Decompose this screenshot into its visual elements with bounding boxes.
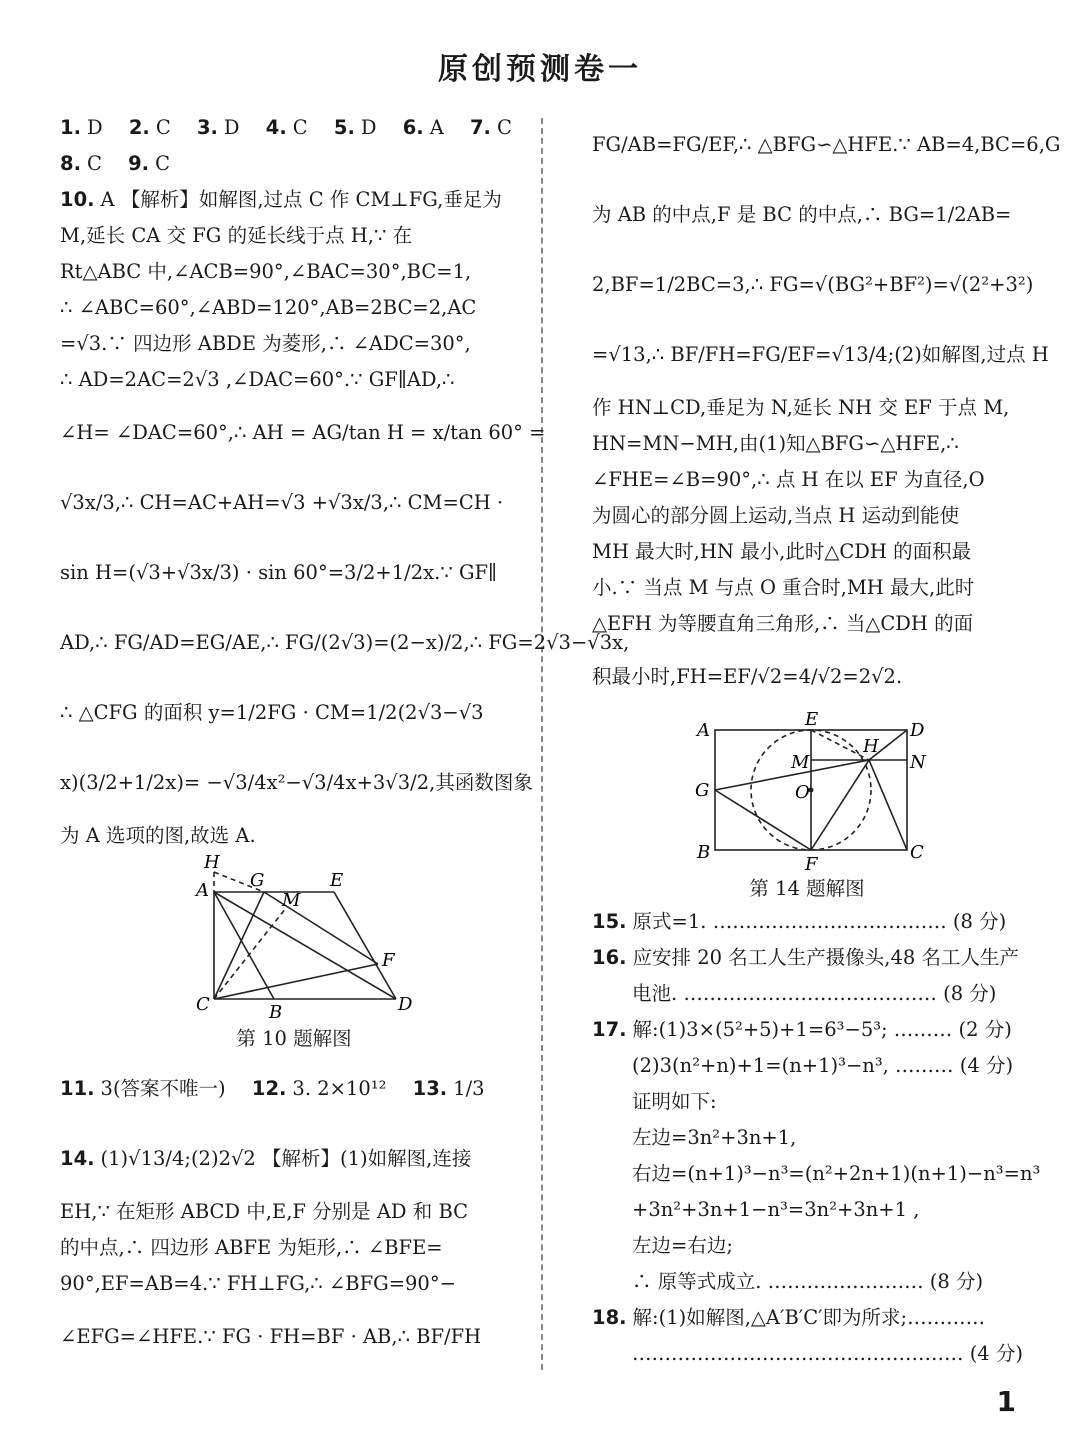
answer-line [592,1264,1022,1300]
q10-line: M,延长 CA 交 FG 的延长线于点 H,∵ 在 [60,224,413,247]
q14-label: C [910,842,924,863]
fill-ans: 1/3 [453,1077,485,1100]
q14-figure [687,709,927,875]
answer-text: 电池. ………………………………… (8 分) [632,982,997,1005]
q14-label: E [805,709,819,730]
q14-line: (1)√13/4;(2)2√2 【解析】(1)如解图,连接 [100,1147,472,1170]
choice-num: 1. [60,116,81,139]
q14-line: ∠EFG=∠HFE.∵ FG · FH=BF · AB,∴ BF/FH [60,1325,482,1348]
fill-answers-row [60,1054,528,1124]
answer-text: 证明如下: [632,1090,717,1113]
q10-label: E [330,870,344,891]
q10-label: G [250,870,265,891]
choice-ans: D [223,116,240,139]
q10-line: =√3.∵ 四边形 ABDE 为菱形,∴ ∠ADC=30°, [60,332,471,355]
choice-answers-row-1 [60,110,528,146]
q10-line: ∴ ∠ABC=60°,∠ABD=120°,AB=2BC=2,AC [60,296,477,319]
q10-label: B [269,1002,283,1023]
q10-line: 为 A 选项的图,故选 A. [60,824,256,847]
q10-figure [174,854,414,1024]
column-divider [541,118,543,1370]
choice-ans: A [429,116,444,139]
answer-line [592,1192,1022,1228]
fill-ans: 3(答案不唯一) [100,1077,226,1100]
answer-line [592,976,1022,1012]
q10-label: D [398,994,413,1015]
answer-line [592,904,1022,940]
fill-num: 11. [60,1077,95,1100]
choice-answers-row-2 [60,146,528,182]
q14-label: A [697,720,710,741]
answer-line [592,1048,1022,1084]
q14-label: G [695,780,710,801]
q14-cont-line: =√13,∴ BF/FH=FG/EF=√13/4;(2)如解图,过点 H [592,343,1049,366]
answer-line [592,1336,1022,1372]
q14-cont-line: HN=MN−MH,由(1)知△BFG∽△HFE,∴ [592,432,959,455]
answer-line [592,1012,1022,1048]
choice-num: 2. [128,116,150,139]
q14-number: 14. [60,1147,95,1170]
choice-num: 5. [333,116,355,139]
choice-ans: C [86,152,102,175]
answer-num: 17. [592,1018,627,1041]
later-answers [592,904,1041,1372]
q14-cont-line: 为圆心的部分圆上运动,当点 H 运动到能使 [592,504,960,527]
answer-text: 左边=3n²+3n+1, [632,1126,797,1149]
q14-label: B [697,842,711,863]
answer-line [592,1120,1022,1156]
answer-text: 解:(1)如解图,△A′B′C′即为所求;………… [632,1306,986,1329]
q10-label: H [204,852,220,873]
q10-line: ∠H= ∠DAC=60°,∴ AH = AG/tan H = x/tan 60° = [60,421,546,444]
answer-text: 应安排 20 名工人生产摄像头,48 名工人生产 [632,946,1019,969]
q14-cont-line: 小.∵ 当点 M 与点 O 重合时,MH 最大,此时 [592,576,975,599]
choice-num: 6. [402,116,424,139]
q14-cont-line: 作 HN⊥CD,垂足为 N,延长 NH 交 EF 于点 M, [592,396,1010,419]
answer-line [592,940,1022,976]
q10-label: C [196,994,210,1015]
choice-ans: C [155,152,171,175]
answer-text: 解:(1)3×(5²+5)+1=6³−5³; ……… (2 分) [632,1018,1012,1041]
q14-cont-line: FG/AB=FG/EF,∴ △BFG∽△HFE.∵ AB=4,BC=6,G [592,133,1061,156]
q14-line: EH,∵ 在矩形 ABCD 中,E,F 分别是 AD 和 BC [60,1200,469,1223]
answer-num: 16. [592,946,627,969]
q14-line: 的中点,∴ 四边形 ABFE 为矩形,∴ ∠BFE= [60,1236,443,1259]
q14-cont-line: MH 最大时,HN 最小,此时△CDH 的面积最 [592,540,972,563]
choice-ans: C [155,116,171,139]
answer-text: +3n²+3n+1−n³=3n²+3n+1 , [632,1198,920,1221]
choice-num: 9. [128,152,150,175]
page-number: 1 [996,1385,1016,1418]
choice-ans: D [360,116,377,139]
answer-line [592,1156,1041,1192]
q14-label: H [863,736,879,757]
q10-line: A 【解析】如解图,过点 C 作 CM⊥FG,垂足为 [100,188,502,211]
q10-label: F [382,950,395,971]
q10-label: M [282,890,301,911]
fill-num: 12. [251,1077,287,1100]
answer-text: ∴ 原等式成立. …………………… (8 分) [632,1270,984,1293]
question-14-left [60,1124,528,1372]
q10-line: ∴ △CFG 的面积 y=1/2FG · CM=1/2(2√3−√3 [60,701,484,724]
q14-label: F [805,854,818,875]
q14-cont-line: △EFH 为等腰直角三角形,∴ 当△CDH 的面 [592,612,974,635]
answer-text: 原式=1. ……………………………… (8 分) [632,910,1007,933]
answer-line [592,1300,1022,1336]
fill-num: 13. [412,1077,448,1100]
q14-cont-line: 积最小时,FH=EF/√2=4/√2=2√2. [592,665,903,688]
q14-cont-line: 为 AB 的中点,F 是 BC 的中点,∴ BG=1/2AB= [592,203,1012,226]
q14-figure-caption: 第 14 题解图 [749,877,865,900]
q10-line: √3x/3,∴ CH=AC+AH=√3 +√3x/3,∴ CM=CH · [60,491,504,514]
q14-label: M [791,752,810,773]
q10-label: A [196,880,209,901]
fill-ans: 3. 2×10¹² [292,1077,387,1100]
choice-ans: C [292,116,308,139]
answer-text: 右边=(n+1)³−n³=(n²+2n+1)(n+1)−n³=n³ [632,1162,1041,1185]
choice-num: 3. [196,116,218,139]
choice-num: 4. [265,116,287,139]
page-title: 原创预测卷一 [438,52,642,87]
answer-line [592,1228,1022,1264]
answer-num: 15. [592,910,627,933]
q10-line: x)(3/2+1/2x)= −√3/4x²−√3/4x+3√3/2,其函数图象 [60,771,533,794]
q14-label: O [795,782,810,803]
q14-label: D [910,720,925,741]
answer-text: (2)3(n²+n)+1=(n+1)³−n³, ……… (4 分) [632,1054,1014,1077]
q14-cont-line: 2,BF=1/2BC=3,∴ FG=√(BG²+BF²)=√(2²+3²) [592,273,1034,296]
choice-ans: D [86,116,103,139]
choice-num: 8. [60,152,81,175]
q10-line: ∴ AD=2AC=2√3 ,∠DAC=60°.∵ GF∥AD,∴ [60,368,455,391]
q10-line: sin H=(√3+√3x/3) · sin 60°=3/2+1/2x.∵ GF∥ [60,561,498,584]
q14-label: N [910,752,926,773]
answer-line [592,1084,1022,1120]
right-column [592,110,1061,1372]
q10-number: 10. [60,188,95,211]
q10-line: Rt△ABC 中,∠ACB=90°,∠BAC=30°,BC=1, [60,260,472,283]
q14-cont-line: ∠FHE=∠B=90°,∴ 点 H 在以 EF 为直径,O [592,468,985,491]
q14-line: 90°,EF=AB=4.∵ FH⊥FG,∴ ∠BFG=90°− [60,1272,456,1295]
answer-num: 18. [592,1306,627,1329]
answer-text: …………………………………………… (4 分) [632,1342,1024,1365]
answer-text: 左边=右边; [632,1234,733,1257]
q10-figure-caption: 第 10 题解图 [236,1027,352,1050]
q10-line: AD,∴ FG/AD=EG/AE,∴ FG/(2√3)=(2−x)/2,∴ FG=2√3−√3x, [60,631,630,654]
choice-ans: C [496,116,512,139]
choice-num: 7. [469,116,491,139]
